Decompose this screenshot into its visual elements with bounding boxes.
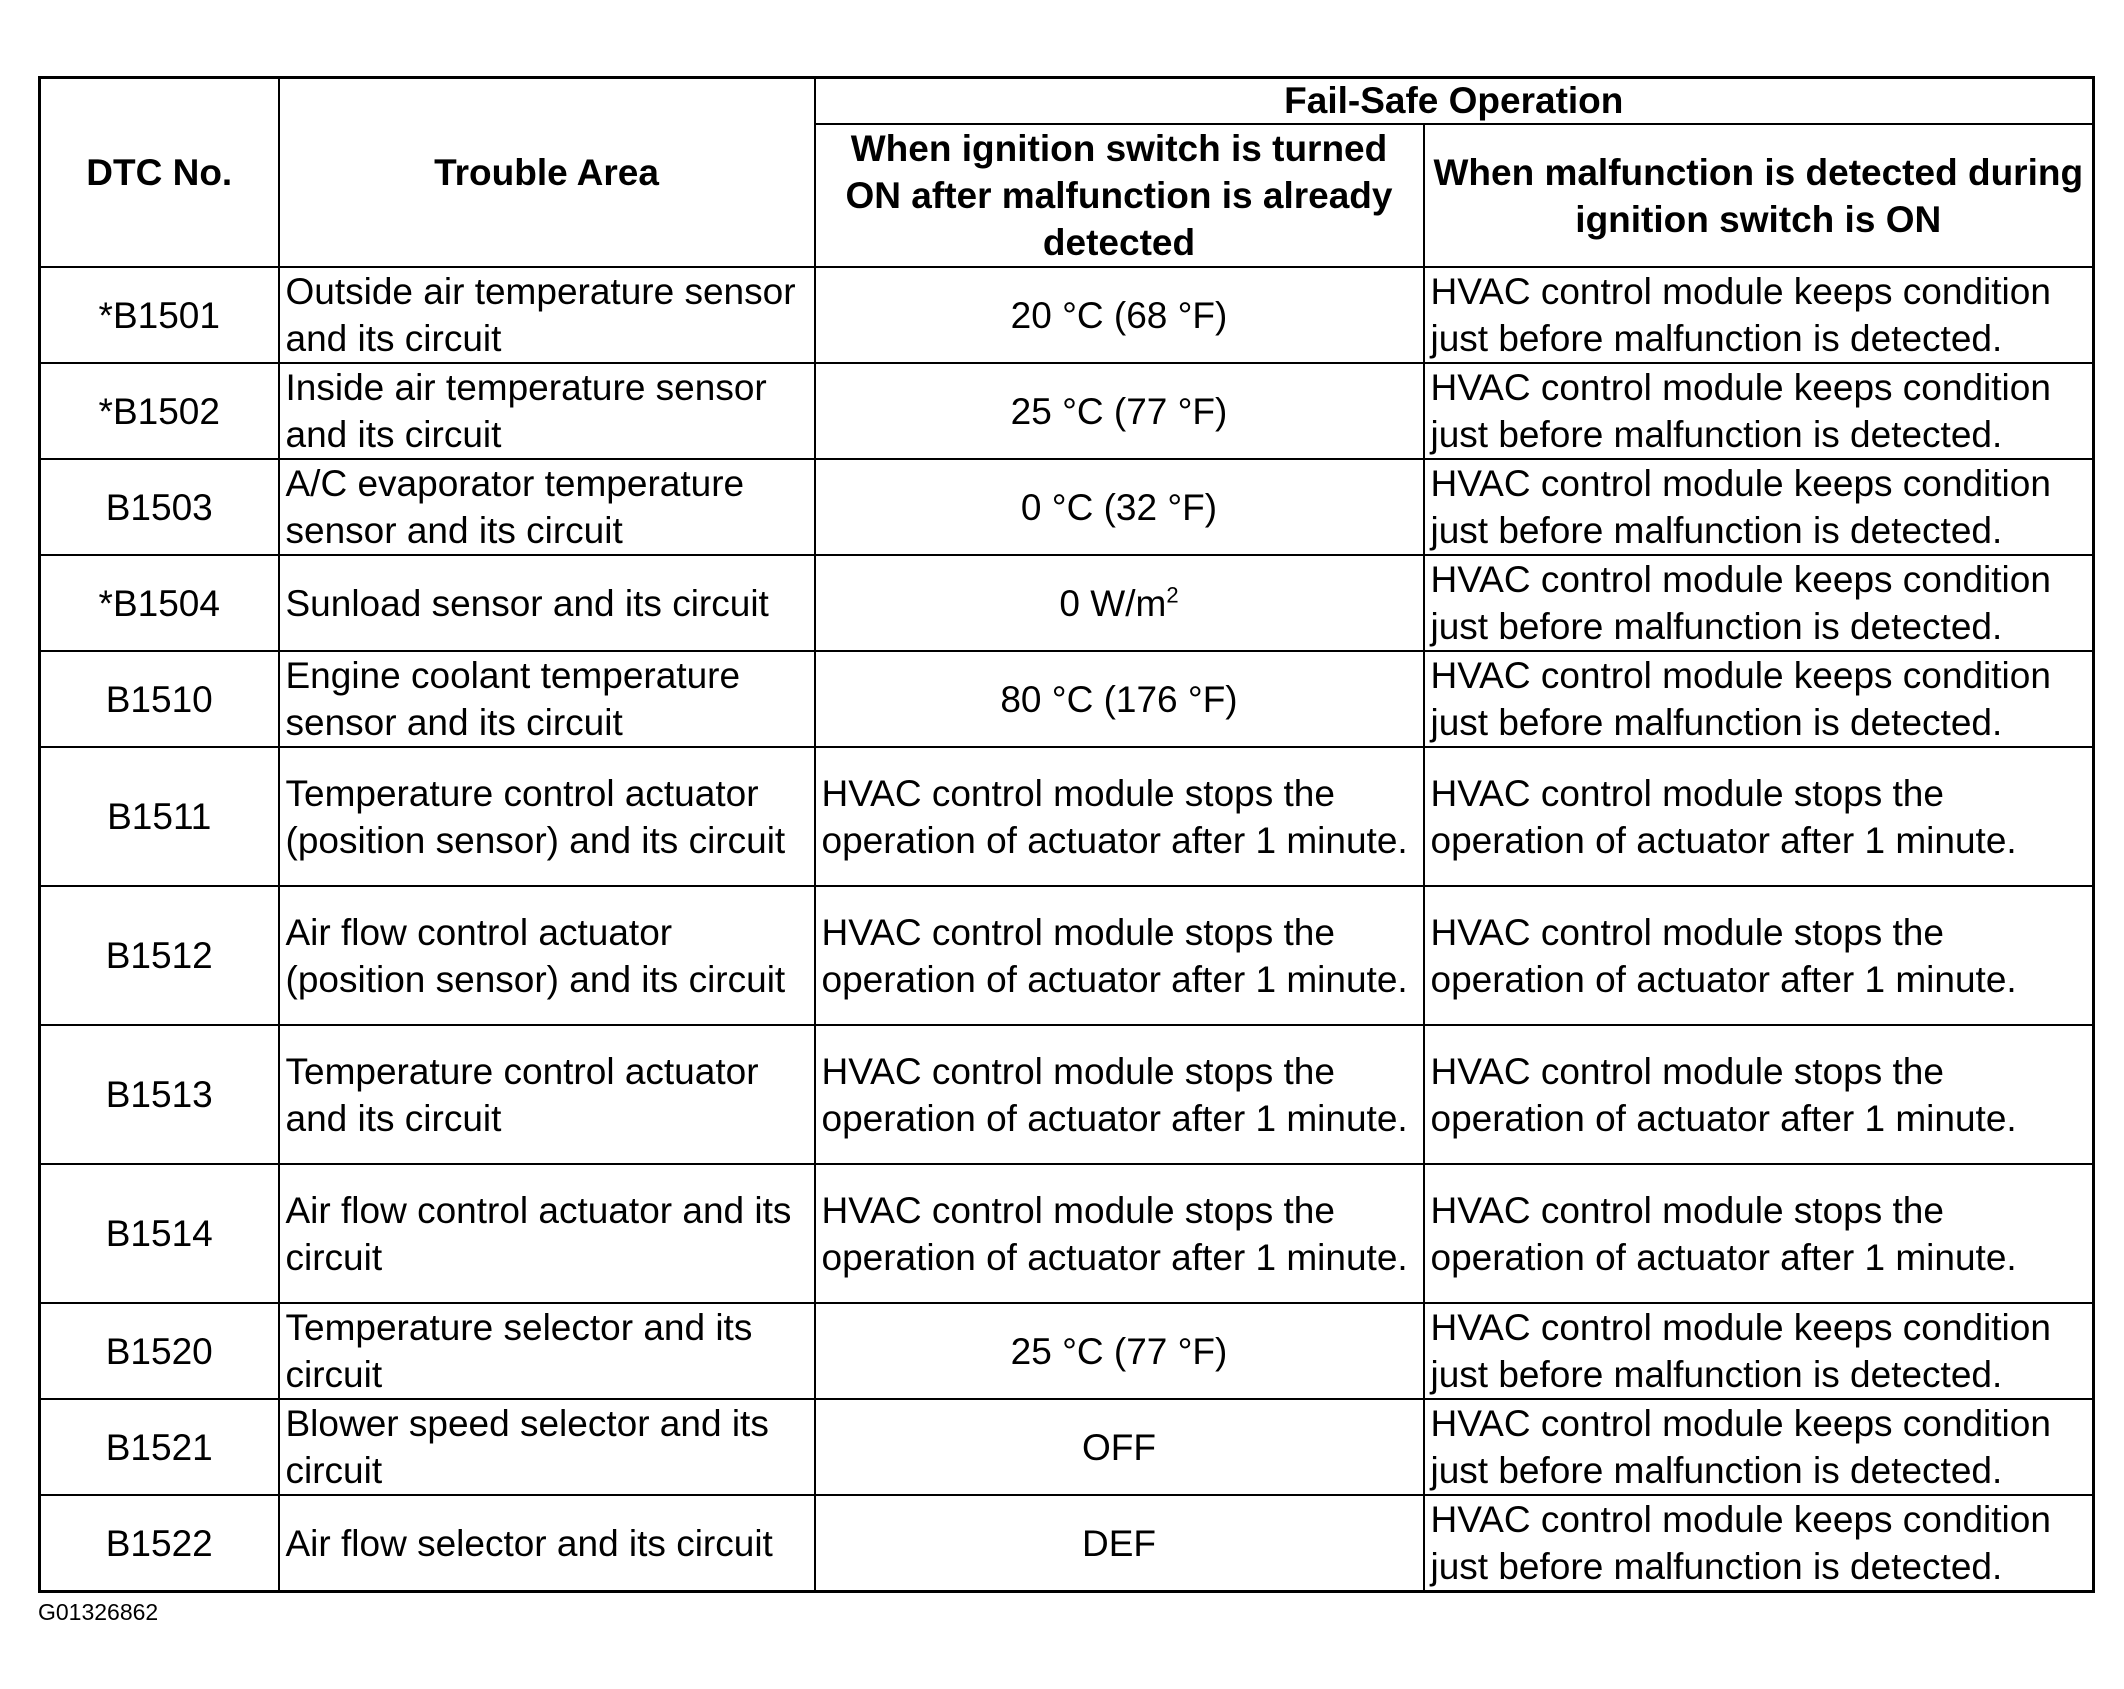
- header-trouble-area: Trouble Area: [279, 78, 815, 268]
- table-row: [40, 459, 2094, 555]
- dtc-code: B1520: [40, 1303, 279, 1399]
- ignition-on-value: 0 W/m: [1059, 582, 1167, 624]
- during-on-action: HVAC control module keeps condition just before malfunction is detected.: [1424, 1399, 2094, 1495]
- dtc-code: B1514: [40, 1164, 279, 1303]
- ignition-on-action: 25 °C (77 °F): [815, 363, 1424, 459]
- trouble-area: Temperature control actuator and its circuit: [279, 1025, 815, 1164]
- table-row: [40, 886, 2094, 1025]
- ignition-on-action: HVAC control module stops the operation of actuator after 1 minute.: [815, 747, 1424, 886]
- table-row: [40, 1495, 2094, 1592]
- during-on-action: HVAC control module keeps condition just before malfunction is detected.: [1424, 267, 2094, 363]
- during-on-action: HVAC control module keeps condition just before malfunction is detected.: [1424, 459, 2094, 555]
- ignition-on-action: [815, 555, 1424, 651]
- header-during-ignition-on: When malfunction is detected during ignition switch is ON: [1424, 124, 2094, 267]
- trouble-area: Inside air temperature sensor and its circuit: [279, 363, 815, 459]
- trouble-area: A/C evaporator temperature sensor and its circuit: [279, 459, 815, 555]
- ignition-on-action: 25 °C (77 °F): [815, 1303, 1424, 1399]
- ignition-on-action: DEF: [815, 1495, 1424, 1592]
- during-on-action: HVAC control module keeps condition just before malfunction is detected.: [1424, 651, 2094, 747]
- trouble-area: Air flow control actuator (position sensor) and its circuit: [279, 886, 815, 1025]
- ignition-on-action: HVAC control module stops the operation of actuator after 1 minute.: [815, 886, 1424, 1025]
- dtc-code: B1522: [40, 1495, 279, 1592]
- trouble-area: Blower speed selector and its circuit: [279, 1399, 815, 1495]
- dtc-code: B1510: [40, 651, 279, 747]
- dtc-code: B1511: [40, 747, 279, 886]
- dtc-code: B1513: [40, 1025, 279, 1164]
- table-row: [40, 651, 2094, 747]
- during-on-action: HVAC control module stops the operation of actuator after 1 minute.: [1424, 747, 2094, 886]
- ignition-on-action: 0 °C (32 °F): [815, 459, 1424, 555]
- trouble-area: Engine coolant temperature sensor and its circuit: [279, 651, 815, 747]
- during-on-action: HVAC control module stops the operation of actuator after 1 minute.: [1424, 1164, 2094, 1303]
- dtc-fail-safe-table: [38, 76, 2095, 1593]
- trouble-area: Air flow control actuator and its circuit: [279, 1164, 815, 1303]
- table-row: [40, 1025, 2094, 1164]
- table-row: [40, 1303, 2094, 1399]
- during-on-action: HVAC control module keeps condition just before malfunction is detected.: [1424, 555, 2094, 651]
- table-row: [40, 555, 2094, 651]
- table-row: [40, 747, 2094, 886]
- ignition-on-action: 80 °C (176 °F): [815, 651, 1424, 747]
- dtc-code: B1521: [40, 1399, 279, 1495]
- dtc-code: *B1504: [40, 555, 279, 651]
- ignition-on-action: 20 °C (68 °F): [815, 267, 1424, 363]
- table-row: [40, 363, 2094, 459]
- ignition-on-action: OFF: [815, 1399, 1424, 1495]
- header-ignition-turned-on: When ignition switch is turned ON after malfunction is already detected: [815, 124, 1424, 267]
- table-row: [40, 1164, 2094, 1303]
- during-on-action: HVAC control module keeps condition just before malfunction is detected.: [1424, 1303, 2094, 1399]
- trouble-area: Temperature control actuator (position sensor) and its circuit: [279, 747, 815, 886]
- header-fail-safe-operation: Fail-Safe Operation: [815, 78, 2094, 125]
- trouble-area: Sunload sensor and its circuit: [279, 555, 815, 651]
- header-dtc-no: DTC No.: [40, 78, 279, 268]
- superscript: 2: [1166, 582, 1179, 608]
- ignition-on-action: HVAC control module stops the operation of actuator after 1 minute.: [815, 1164, 1424, 1303]
- trouble-area: Outside air temperature sensor and its circuit: [279, 267, 815, 363]
- during-on-action: HVAC control module stops the operation of actuator after 1 minute.: [1424, 1025, 2094, 1164]
- figure-id: G01326862: [38, 1599, 159, 1625]
- ignition-on-action: HVAC control module stops the operation of actuator after 1 minute.: [815, 1025, 1424, 1164]
- trouble-area: Air flow selector and its circuit: [279, 1495, 815, 1592]
- during-on-action: HVAC control module keeps condition just before malfunction is detected.: [1424, 363, 2094, 459]
- dtc-code: *B1501: [40, 267, 279, 363]
- dtc-code: *B1502: [40, 363, 279, 459]
- during-on-action: HVAC control module keeps condition just before malfunction is detected.: [1424, 1495, 2094, 1592]
- trouble-area: Temperature selector and its circuit: [279, 1303, 815, 1399]
- during-on-action: HVAC control module stops the operation of actuator after 1 minute.: [1424, 886, 2094, 1025]
- dtc-code: B1503: [40, 459, 279, 555]
- dtc-code: B1512: [40, 886, 279, 1025]
- table-row: [40, 267, 2094, 363]
- table-row: [40, 1399, 2094, 1495]
